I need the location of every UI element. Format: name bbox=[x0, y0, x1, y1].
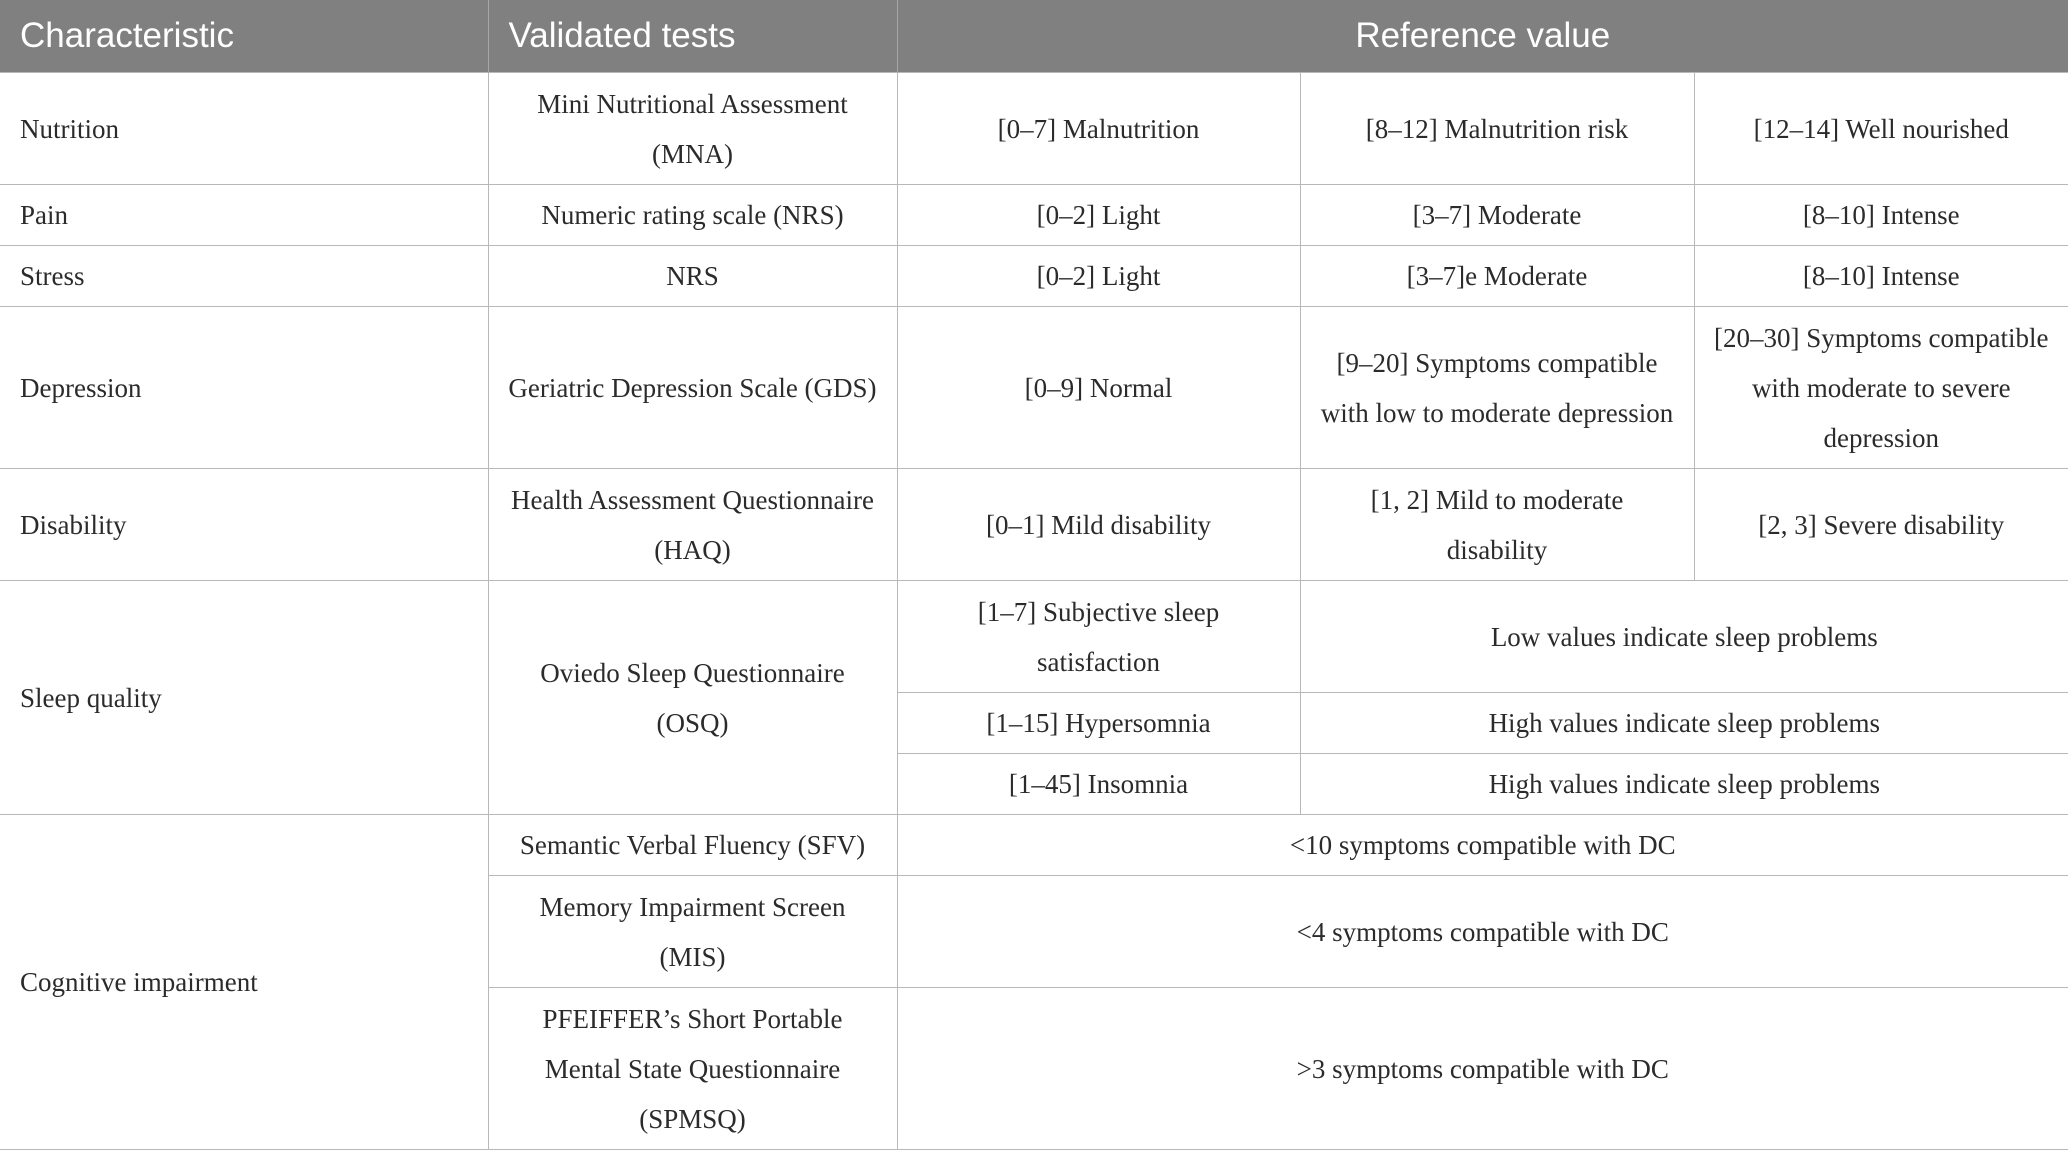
reference-cell: [8–10] Intense bbox=[1694, 246, 2068, 307]
table-row-disability bbox=[0, 469, 2068, 581]
table-row-stress bbox=[0, 246, 2068, 307]
reference-cell: [8–12] Malnutrition risk bbox=[1300, 73, 1694, 185]
reference-cell: >3 symptoms compatible with DC bbox=[897, 988, 2068, 1150]
characteristic-cell: Cognitive impairment bbox=[0, 815, 488, 1150]
test-cell: Oviedo Sleep Questionnaire (OSQ) bbox=[488, 581, 897, 815]
reference-note-cell: Low values indicate sleep problems bbox=[1300, 581, 2068, 693]
reference-cell: [0–1] Mild disability bbox=[897, 469, 1300, 581]
reference-cell: [0–7] Malnutrition bbox=[897, 73, 1300, 185]
reference-note-cell: High values indicate sleep problems bbox=[1300, 693, 2068, 754]
table-row-nutrition bbox=[0, 73, 2068, 185]
test-cell: Memory Impairment Screen (MIS) bbox=[488, 876, 897, 988]
test-cell: Mini Nutritional Assessment (MNA) bbox=[488, 73, 897, 185]
reference-range-cell: [1–15] Hypersomnia bbox=[897, 693, 1300, 754]
reference-range-cell: [1–7] Subjective sleep satisfaction bbox=[897, 581, 1300, 693]
reference-cell: [3–7] Moderate bbox=[1300, 185, 1694, 246]
characteristic-cell: Disability bbox=[0, 469, 488, 581]
reference-cell: [2, 3] Severe disability bbox=[1694, 469, 2068, 581]
reference-range-cell: [1–45] Insomnia bbox=[897, 754, 1300, 815]
header-reference-value: Reference value bbox=[897, 0, 2068, 73]
characteristic-cell: Sleep quality bbox=[0, 581, 488, 815]
test-cell: Numeric rating scale (NRS) bbox=[488, 185, 897, 246]
table-row-cognitive-impairment bbox=[0, 815, 2068, 876]
test-cell: NRS bbox=[488, 246, 897, 307]
reference-cell: [8–10] Intense bbox=[1694, 185, 2068, 246]
characteristic-cell: Depression bbox=[0, 307, 488, 469]
reference-cell: [12–14] Well nourished bbox=[1694, 73, 2068, 185]
table-row-sleep-quality bbox=[0, 581, 2068, 693]
reference-cell: [9–20] Symptoms compatible with low to moderate depression bbox=[1300, 307, 1694, 469]
reference-cell: [0–9] Normal bbox=[897, 307, 1300, 469]
reference-cell: [3–7]e Moderate bbox=[1300, 246, 1694, 307]
test-cell: PFEIFFER’s Short Portable Mental State Questionnaire (SPMSQ) bbox=[488, 988, 897, 1150]
reference-cell: [20–30] Symptoms compatible with moderate to severe depression bbox=[1694, 307, 2068, 469]
header-characteristic: Characteristic bbox=[0, 0, 488, 73]
header-validated-tests: Validated tests bbox=[488, 0, 897, 73]
reference-cell: <10 symptoms compatible with DC bbox=[897, 815, 2068, 876]
table-row-pain bbox=[0, 185, 2068, 246]
characteristic-cell: Nutrition bbox=[0, 73, 488, 185]
reference-cell: [0–2] Light bbox=[897, 185, 1300, 246]
reference-note-cell: High values indicate sleep problems bbox=[1300, 754, 2068, 815]
reference-cell: <4 symptoms compatible with DC bbox=[897, 876, 2068, 988]
test-cell: Semantic Verbal Fluency (SFV) bbox=[488, 815, 897, 876]
characteristic-cell: Stress bbox=[0, 246, 488, 307]
characteristic-cell: Pain bbox=[0, 185, 488, 246]
reference-cell: [0–2] Light bbox=[897, 246, 1300, 307]
header-row bbox=[0, 0, 2068, 73]
table-row-depression bbox=[0, 307, 2068, 469]
test-cell: Geriatric Depression Scale (GDS) bbox=[488, 307, 897, 469]
test-cell: Health Assessment Questionnaire (HAQ) bbox=[488, 469, 897, 581]
reference-cell: [1, 2] Mild to moderate disability bbox=[1300, 469, 1694, 581]
